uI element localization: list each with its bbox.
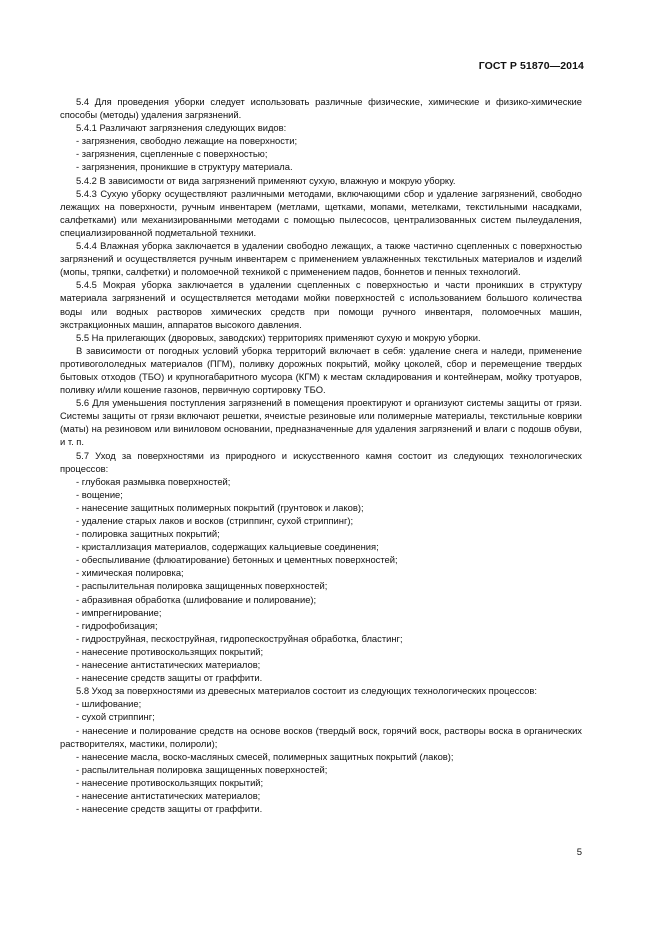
list-item: - нанесение противоскользящих покрытий;: [76, 645, 264, 657]
list-item: - импрегнирование;: [76, 606, 162, 618]
list-item: - загрязнения, свободно лежащие на поверхности;: [76, 135, 298, 147]
list-5-8: [60, 697, 582, 815]
paragraph-5-8: 5.8 Уход за поверхностями из древесных материалов состоит из следующих технологических процессов:: [76, 685, 537, 697]
list-5-7: [60, 475, 582, 685]
list-item: - гидрофобизация;: [76, 619, 158, 631]
list-item: - химическая полировка;: [76, 567, 184, 579]
paragraph-5-6: 5.6 Для уменьшения поступления загрязнений в помещения проектируют и организуют системы защиты от грязи. Системы защиты от грязи включают решетки, ячеистые резиновые или полимерные материалы, текстильные коврики (маты) на резиновом или виниловом основании, предназначенные для удаления загрязнений и влаги с подошв обуви, и т. п.: [60, 397, 582, 448]
paragraph-5-4-5: 5.4.5 Мокрая уборка заключается в удалении сцепленных с поверхностью и части проникших в структуру материала загрязнений и осуществляется методами мойки поверхностей с использованием большого количества воды или водных растворов химических средств при помощи ручного инвентаря, поломоечных машин, экстракционных машин, аппаратов высокого давления.: [60, 279, 582, 330]
list-item: - распылительная полировка защищенных поверхностей;: [76, 763, 328, 775]
list-item: - вощение;: [76, 488, 123, 500]
list-item: - шлифование;: [76, 698, 142, 710]
list-item: - нанесение противоскользящих покрытий;: [76, 776, 264, 788]
list-5-4-1: [60, 134, 582, 173]
paragraph-5-7: 5.7 Уход за поверхностями из природного и искусственного камня состоит из следующих технологических процессов:: [60, 449, 582, 474]
paragraph-5-5: 5.5 На прилегающих (дворовых, заводских) территориях применяют сухую и мокрую уборки.: [76, 331, 481, 343]
list-item: - загрязнения, сцепленные с поверхностью;: [76, 148, 268, 160]
list-item: - глубокая размывка поверхностей;: [76, 475, 231, 487]
list-item: - абразивная обработка (шлифование и полирование);: [76, 593, 317, 605]
paragraph-5-4: 5.4 Для проведения уборки следует использовать различные физические, химические и физико-химические способы (методы) удаления загрязнений.: [60, 96, 582, 121]
list-item: - обеспыливание (флюатирование) бетонных и цементных поверхностей;: [76, 554, 398, 566]
paragraph-5-4-3: 5.4.3 Сухую уборку осуществляют различными методами, включающими сбор и удаление загрязнений, свободно лежащих на поверхности, ручным инвентарем (метлами, щетками, мопами, метелками, текстильными насадками, салфетками) или механизированными методами с помощью пылесосов, централизованных систем пылеудаления, специализированной подметальной техники.: [60, 187, 582, 238]
list-item: - сухой стриппинг;: [76, 711, 155, 723]
standard-id-header: ГОСТ Р 51870—2014: [478, 60, 584, 72]
list-item: - распылительная полировка защищенных поверхностей;: [76, 580, 328, 592]
list-item: - загрязнения, проникшие в структуру материала.: [76, 161, 293, 173]
list-item: - нанесение средств защиты от граффити.: [76, 672, 263, 684]
paragraph-5-4-4: 5.4.4 Влажная уборка заключается в удалении свободно лежащих, а также частично сцепленных с поверхностью загрязнений и осуществляется ручным инвентарем с применением увлажненных текстильных материалов и изделий (мопы, тряпки, салфетки) и поломоечной техникой с применением падов, боннетов и пенных технологий.: [60, 240, 582, 278]
list-item: - нанесение средств защиты от граффити.: [76, 803, 263, 815]
paragraph-5-4-1: 5.4.1 Различают загрязнения следующих видов:: [76, 122, 287, 134]
list-item: - нанесение и полирование средств на основе восков (твердый воск, горячий воск, растворы воска в органических растворителях, мастики, полироли);: [60, 724, 582, 749]
page-number: 5: [576, 847, 582, 858]
paragraph-5-4-2: 5.4.2 В зависимости от вида загрязнений применяют сухую, влажную и мокрую уборку.: [76, 174, 456, 186]
list-item: - нанесение антистатических материалов;: [76, 659, 261, 671]
list-item: - нанесение антистатических материалов;: [76, 789, 261, 801]
document-body: [60, 95, 582, 815]
paragraph-5-5-territories: В зависимости от погодных условий уборка территорий включает в себя: удаление снега и наледи, применение противогололедных материалов (ПГМ), поливку дорожных покрытий, мойку цоколей, сбор и перемещение твердых бытовых отходов (ТБО) и крупногабаритного мусора (КГМ) к местам складирования и контейнерам, мойку тротуаров, поливку и/или кошение газонов, первичную сортировку ТБО.: [60, 344, 582, 396]
list-item: - нанесение масла, воско-масляных смесей, полимерных защитных покрытий (лаков);: [76, 750, 454, 762]
list-item: - удаление старых лаков и восков (стриппинг, сухой стриппинг);: [76, 515, 354, 526]
list-item: - полировка защитных покрытий;: [76, 528, 220, 540]
list-item: - гидроструйная, пескоструйная, гидропескоструйная обработка, бластинг;: [76, 632, 403, 644]
list-item: - нанесение защитных полимерных покрытий (грунтовок и лаков);: [76, 501, 364, 513]
list-item: - кристаллизация материалов, содержащих кальциевые соединения;: [76, 541, 379, 553]
